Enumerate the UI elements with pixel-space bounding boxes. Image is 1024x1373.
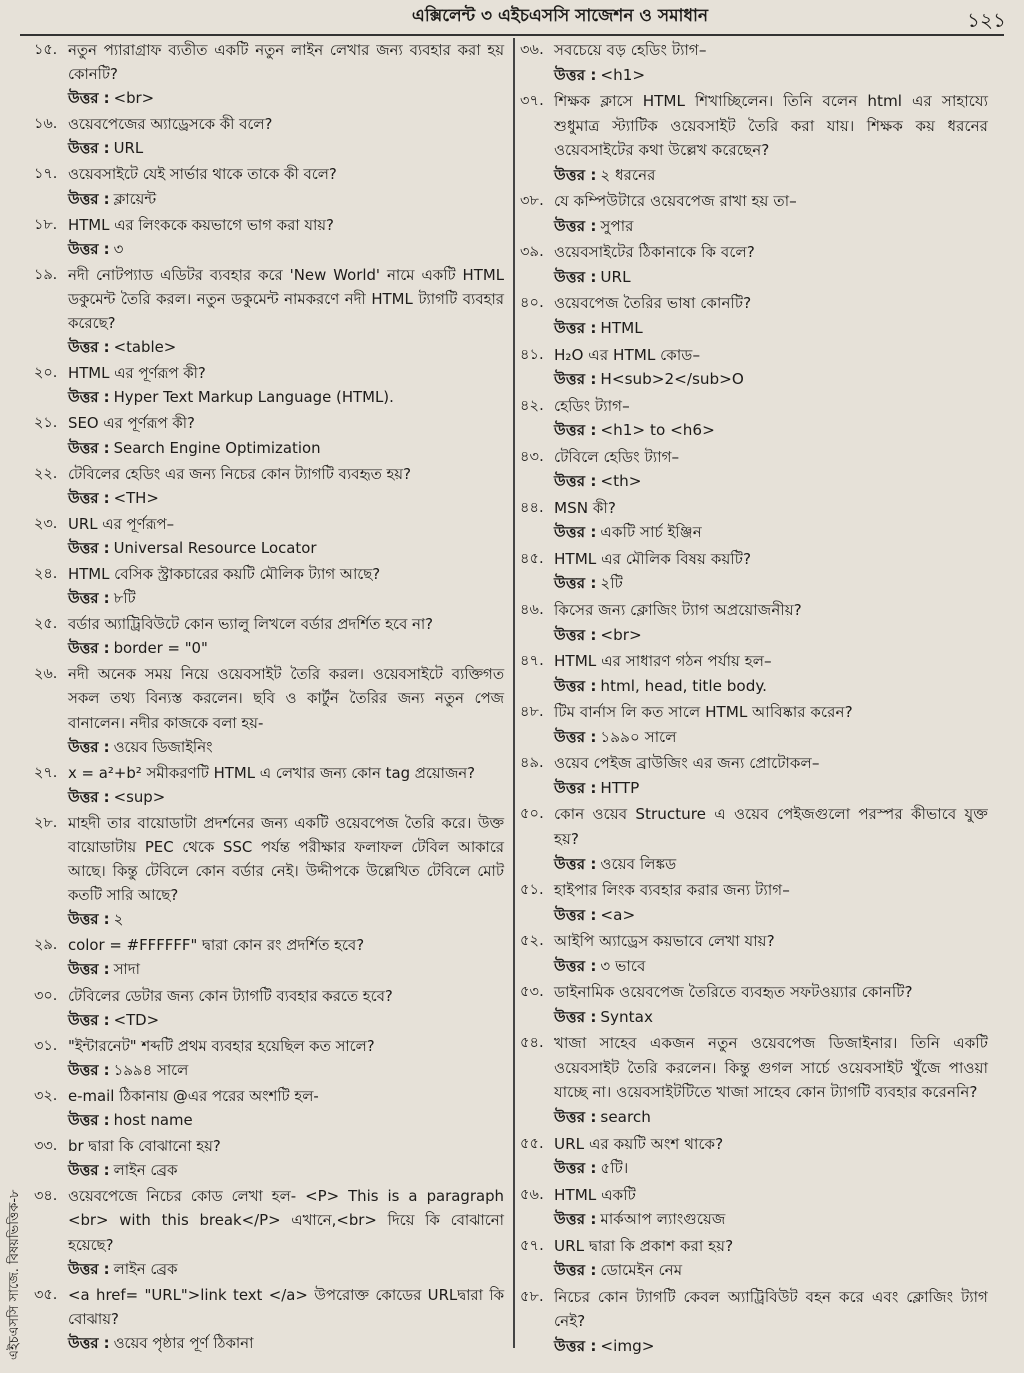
answer-text: <TD>	[113, 1010, 160, 1029]
question-number: ৫১.	[520, 881, 544, 899]
question-number: ৫২.	[520, 932, 544, 950]
question-text: HTML একটি	[554, 1185, 636, 1204]
question-item	[520, 929, 988, 978]
answer-label: উত্তর :	[554, 778, 597, 797]
question-text: টেবিলে হেডিং ট্যাগ–	[554, 447, 680, 466]
answer-text: ৩	[113, 239, 124, 258]
question-text: ওয়েবসাইটে যেই সার্ভার থাকে তাকে কী বলে?	[68, 165, 337, 184]
question-number: ৫৭.	[520, 1236, 544, 1254]
question-number: ৩৫.	[34, 1286, 58, 1303]
question-number: ১৯.	[34, 266, 58, 283]
answer-text: ওয়েব লিঙ্কড	[600, 854, 677, 873]
answer-line	[554, 367, 988, 392]
question-number: ৪৩.	[520, 447, 544, 465]
question-text: MSN কী?	[554, 498, 616, 517]
answer-line	[554, 1334, 988, 1359]
question-text: HTML বেসিক স্ট্রাকচারের কয়টি মৌলিক ট্যাগ আছে?	[68, 564, 381, 583]
answer-label: উত্তর :	[68, 1010, 110, 1029]
answer-line	[554, 1258, 988, 1283]
answer-label: উত্তর :	[554, 1261, 597, 1280]
question-number: ৫৫.	[520, 1134, 544, 1152]
answer-label: উত্তর :	[68, 1060, 110, 1079]
answer-label: উত্তর :	[554, 319, 597, 338]
question-item	[34, 612, 504, 660]
answer-label: উত্তর :	[554, 1159, 597, 1178]
question-item	[34, 112, 504, 160]
answer-text: ৩ ভাবে	[600, 956, 646, 975]
answer-line	[68, 1058, 504, 1082]
answer-label: উত্তর :	[554, 165, 597, 184]
answer-line	[68, 187, 504, 211]
question-number: ২২.	[34, 465, 58, 482]
question-item	[520, 189, 988, 238]
question-item	[520, 394, 988, 443]
question-text: টেবিলের ডেটার জন্য কোন ট্যাগটি ব্যবহার করতে হবে?	[68, 986, 393, 1005]
question-text: URL দ্বারা কি প্রকাশ করা হয়?	[554, 1236, 734, 1255]
question-number: ৩৮.	[520, 192, 544, 210]
question-text: হাইপার লিংক ব্যবহার করার জন্য ট্যাগ–	[554, 881, 790, 900]
answer-text: <br>	[600, 625, 642, 644]
question-text: নদী নোটপ্যাড এডিটর ব্যবহার করে 'New World' নামে একটি HTML ডকুমেন্ট তৈরি করল। নতুন ডকুমেন্ট নামকরণে নদী HTML ট্যাগটি ব্যবহার করেছে?	[68, 265, 504, 333]
answer-label: উত্তর :	[554, 421, 597, 440]
column-divider	[513, 38, 515, 1348]
question-text: <a href= "URL">link text </a> উপরোক্ত কোডের URLদ্বারা কি বোঝায়?	[68, 1285, 504, 1328]
answer-line	[68, 536, 504, 560]
answer-text: সাদা	[113, 960, 140, 979]
question-number: ৪৮.	[520, 703, 544, 721]
question-number: ৪৯.	[520, 754, 544, 772]
answer-label: উত্তর :	[68, 910, 110, 929]
answer-text: HTTP	[600, 778, 640, 797]
answer-line	[554, 1005, 988, 1030]
question-item	[520, 802, 988, 876]
question-number: ৪০.	[520, 294, 544, 312]
answer-text: ২	[113, 910, 124, 929]
question-item	[34, 1034, 504, 1082]
answer-line	[68, 136, 504, 160]
question-item	[34, 361, 504, 409]
question-item	[34, 811, 504, 931]
answer-text: Search Engine Optimization	[113, 438, 321, 457]
answer-text: <br>	[113, 89, 155, 108]
question-item	[520, 89, 988, 187]
question-item	[520, 751, 988, 800]
answer-label: উত্তর :	[554, 1007, 597, 1026]
question-number: ১৭.	[34, 166, 58, 183]
answer-label: উত্তর :	[554, 472, 597, 491]
answer-line	[68, 957, 504, 981]
question-text: আইপি অ্যাড্রেস কয়ভাবে লেখা যায়?	[554, 932, 775, 951]
question-item	[34, 512, 504, 560]
left-column	[34, 38, 504, 1357]
answer-label: উত্তর :	[68, 189, 110, 208]
question-item	[520, 496, 988, 545]
answer-label: উত্তর :	[554, 574, 597, 593]
question-number: ১৬.	[34, 116, 58, 133]
answer-label: উত্তর :	[68, 787, 110, 806]
answer-text: মার্কআপ ল্যাংগুয়েজ	[600, 1210, 726, 1229]
question-number: ৩৪.	[34, 1188, 58, 1205]
answer-text: ৮টি	[113, 589, 136, 608]
answer-text: লাইন ব্রেক	[113, 1161, 178, 1180]
answer-text: Hyper Text Markup Language (HTML).	[113, 388, 394, 407]
answer-text: Syntax	[600, 1007, 653, 1026]
answer-line	[554, 469, 988, 494]
answer-line	[554, 623, 988, 648]
answer-line	[68, 1257, 504, 1281]
question-text: ওয়েবপেজে নিচের কোড লেখা হল- <P> This is a paragraph <br> with this break</P> এখানে,<br> দিয়ে কি বোঝানো হয়েছে?	[68, 1187, 504, 1254]
question-text: ওয়েবপেজের অ্যাড্রেসকে কী বলে?	[68, 115, 273, 134]
question-text: বর্ডার অ্যাট্রিবিউটে কোন ভ্যালু লিখলে বর্ডার প্রদর্শিত হবে না?	[68, 615, 434, 634]
question-text: খাজা সাহেব একজন নতুন ওয়েবপেজ ডিজাইনার। তিনি একটি ওয়েবসাইট তৈরি করলেন। কিন্তু গুগল সার্চে ওয়েবসাইট খুঁজে পাওয়া যাচ্ছে না। ওয়েবসাইটটিতে খাজা সাহেব কোন ট্যাগটি ব্যবহার করেননি?	[554, 1034, 988, 1102]
question-text: HTML এর পূর্ণরূপ কী?	[68, 364, 206, 383]
answer-text: URL	[113, 139, 144, 158]
answer-text: ডোমেইন নেম	[600, 1261, 683, 1280]
question-item	[34, 462, 504, 510]
answer-line	[68, 237, 504, 261]
question-text: ওয়েব পেইজ ব্রাউজিং এর জন্য প্রোটোকল–	[554, 754, 820, 773]
question-number: ৩২.	[34, 1087, 58, 1104]
answer-label: উত্তর :	[68, 639, 110, 658]
question-number: ৩০.	[34, 987, 58, 1004]
question-text: টিম বার্নাস লি কত সালে HTML আবিষ্কার করেন?	[554, 703, 853, 722]
answer-label: উত্তর :	[554, 1336, 597, 1355]
question-text: নদী অনেক সময় নিয়ে ওয়েবসাইট তৈরি করল। ওয়েবসাইটে ব্যক্তিগত সকল তথ্য বিন্যস্ত করলেন। ছবি ও কার্টুন তৈরির জন্য নতুন পেজ বানালেন। নদীর কাজকে বলা হয়-	[68, 665, 504, 732]
question-item	[520, 1031, 988, 1129]
answer-line	[554, 725, 988, 750]
question-text: HTML এর মৌলিক বিষয় কয়টি?	[554, 549, 752, 568]
answer-label: উত্তর :	[68, 488, 110, 507]
answer-text: <TH>	[113, 488, 159, 507]
answer-text: URL	[600, 267, 631, 286]
answer-text: <sup>	[113, 787, 166, 806]
question-number: ৪৬.	[520, 601, 544, 619]
question-item	[520, 291, 988, 340]
answer-line	[68, 785, 504, 809]
answer-label: উত্তর :	[68, 139, 110, 158]
answer-line	[68, 385, 504, 409]
question-text: e-mail ঠিকানায় @এর পরের অংশটি হল-	[68, 1086, 319, 1105]
answer-text: H<sub>2</sub>O	[600, 370, 744, 389]
question-number: ২০.	[34, 365, 58, 382]
page-number: ১২১	[967, 8, 1006, 32]
answer-line	[68, 335, 504, 359]
question-item	[520, 38, 988, 87]
answer-label: উত্তর :	[68, 1333, 110, 1352]
question-text: কিসের জন্য ক্লোজিং ট্যাগ অপ্রয়োজনীয়?	[554, 601, 802, 620]
question-number: ২৫.	[34, 616, 58, 633]
answer-text: <h1>	[600, 65, 646, 84]
question-text: "ইন্টারনেট" শব্দটি প্রথম ব্যবহার হয়েছিল কত সালে?	[68, 1036, 375, 1055]
question-text: ওয়েবসাইটের ঠিকানাকে কি বলে?	[554, 243, 755, 262]
question-item	[34, 213, 504, 261]
answer-label: উত্তর :	[68, 960, 110, 979]
answer-text: ১৯৯০ সালে	[600, 727, 677, 746]
answer-text: HTML	[600, 319, 643, 338]
answer-text: html, head, title body.	[600, 676, 767, 695]
answer-label: উত্তর :	[554, 854, 597, 873]
question-text: মাহদী তার বায়োডাটা প্রদর্শনের জন্য একটি ওয়েবপেজ তৈরি করে। উক্ত বায়োডাটায় PEC থেকে SSC পর্যন্ত পরীক্ষার ফলাফল টেবিল আকারে আছে। কিন্তু টেবিলে কোন বর্ডার নেই। উদ্দীপকে উল্লেখিত টেবিলে মোট কতটি সারি আছে?	[68, 813, 504, 905]
question-item	[520, 547, 988, 596]
answer-line	[68, 1158, 504, 1182]
question-number: ২৭.	[34, 764, 58, 781]
answer-text: ক্লায়েন্ট	[113, 189, 157, 208]
answer-label: উত্তর :	[554, 905, 597, 924]
question-text: সবচেয়ে বড় হেডিং ট্যাগ–	[554, 41, 707, 59]
question-item	[520, 878, 988, 927]
question-item	[520, 980, 988, 1029]
question-item	[34, 162, 504, 210]
question-item	[34, 562, 504, 610]
question-text: নতুন প্যারাগ্রাফ ব্যতীত একটি নতুন লাইন লেখার জন্য ব্যবহার করা হয় কোনটি?	[68, 41, 504, 84]
answer-line	[554, 1156, 988, 1181]
question-item	[34, 38, 504, 110]
question-text: URL এর কয়টি অংশ থাকে?	[554, 1134, 724, 1153]
answer-line	[68, 436, 504, 460]
question-number: ৪৫.	[520, 549, 544, 567]
question-item	[34, 1283, 504, 1355]
question-number: ৪২.	[520, 396, 544, 414]
question-text: নিচের কোন ট্যাগটি কেবল অ্যাট্রিবিউট বহন করে এবং ক্লোজিং ট্যাগ নেই?	[554, 1287, 988, 1331]
question-item	[34, 1134, 504, 1182]
question-item	[34, 662, 504, 758]
answer-line	[554, 1207, 988, 1232]
question-number: ২৮.	[34, 814, 58, 831]
question-text: color = #FFFFFF" দ্বারা কোন রং প্রদর্শিত হবে?	[68, 936, 365, 955]
answer-label: উত্তর :	[554, 676, 597, 695]
question-number: ৫৩.	[520, 983, 544, 1001]
answer-line	[554, 776, 988, 801]
page-header: এক্সিলেন্ট ৩ এইচএসসি সাজেশন ও সমাধান	[411, 6, 709, 26]
question-number: ১৮.	[34, 216, 58, 233]
answer-label: উত্তর :	[554, 727, 597, 746]
question-number: ৫৬.	[520, 1185, 544, 1203]
answer-line	[68, 735, 504, 759]
question-text: H₂O এর HTML কোড–	[554, 345, 701, 364]
answer-text: ২টি	[600, 574, 623, 593]
question-text: SEO এর পূর্ণরূপ কী?	[68, 414, 195, 433]
answer-text: ওয়েব পৃষ্ঠার পূর্ণ ঠিকানা	[113, 1333, 254, 1352]
question-text: ডাইনামিক ওয়েবপেজ তৈরিতে ব্যবহৃত সফটওয়্যার কোনটি?	[554, 983, 913, 1002]
answer-line	[68, 86, 504, 110]
header-rule	[20, 34, 1004, 36]
answer-line	[68, 1108, 504, 1132]
question-item	[520, 445, 988, 494]
answer-label: উত্তর :	[68, 737, 110, 756]
right-column	[520, 38, 988, 1360]
answer-text: <a>	[600, 905, 636, 924]
answer-label: উত্তর :	[554, 267, 597, 286]
answer-text: <h1> to <h6>	[600, 421, 715, 440]
answer-line	[554, 265, 988, 290]
answer-text: Universal Resource Locator	[113, 538, 317, 557]
question-number: ৩৯.	[520, 243, 544, 261]
question-text: HTML এর লিংককে কয়ভাগে ভাগ করা যায়?	[68, 215, 334, 234]
answer-text: <img>	[600, 1336, 655, 1355]
answer-label: উত্তর :	[68, 538, 110, 557]
answer-label: উত্তর :	[554, 956, 597, 975]
question-item	[34, 411, 504, 459]
answer-line	[554, 1105, 988, 1130]
question-item	[520, 1132, 988, 1181]
answer-line	[554, 674, 988, 699]
answer-text: ১৯৯৪ সালে	[113, 1060, 189, 1079]
question-item	[520, 598, 988, 647]
answer-label: উত্তর :	[68, 89, 110, 108]
answer-line	[68, 907, 504, 931]
question-item	[520, 240, 988, 289]
answer-text: ওয়েব ডিজাইনিং	[113, 737, 213, 756]
answer-label: উত্তর :	[68, 589, 110, 608]
answer-text: ৫টি।	[600, 1159, 629, 1178]
side-label: এইচএসসি সাজে. বিষয়ভিত্তিক-৮	[7, 1189, 22, 1360]
answer-line	[68, 1008, 504, 1032]
question-item	[34, 263, 504, 359]
answer-label: উত্তর :	[554, 1107, 597, 1126]
answer-text: search	[600, 1107, 651, 1126]
answer-text: border = "0"	[113, 639, 208, 658]
question-number: ২৬.	[34, 666, 58, 683]
question-number: ৪৭.	[520, 652, 544, 670]
answer-text: <table>	[113, 338, 177, 357]
question-item	[34, 761, 504, 809]
question-number: ২১.	[34, 415, 58, 432]
answer-line	[68, 636, 504, 660]
question-text: যে কম্পিউটারে ওয়েবপেজ রাখা হয় তা–	[554, 192, 797, 211]
question-item	[34, 1084, 504, 1132]
answer-line	[554, 316, 988, 341]
question-number: ২৯.	[34, 937, 58, 954]
question-number: ৩৩.	[34, 1138, 58, 1155]
question-number: ৩১.	[34, 1037, 58, 1054]
question-number: ৩৬.	[520, 41, 544, 58]
question-number: ৫৮.	[520, 1287, 544, 1305]
answer-line	[68, 586, 504, 610]
answer-label: উত্তর :	[68, 1259, 110, 1278]
answer-line	[554, 852, 988, 877]
question-text: টেবিলের হেডিং এর জন্য নিচের কোন ট্যাগটি ব্যবহৃত হয়?	[68, 464, 411, 483]
answer-line	[554, 418, 988, 443]
answer-line	[554, 903, 988, 928]
answer-label: উত্তর :	[68, 239, 110, 258]
answer-text: host name	[113, 1111, 193, 1130]
question-text: হেডিং ট্যাগ–	[554, 396, 630, 415]
question-item	[520, 1234, 988, 1283]
question-number: ৩৭.	[520, 92, 544, 110]
question-text: URL এর পূর্ণরূপ–	[68, 514, 175, 533]
question-text: ওয়েবপেজ তৈরির ভাষা কোনটি?	[554, 294, 752, 313]
answer-line	[554, 571, 988, 596]
answer-label: উত্তর :	[68, 338, 110, 357]
answer-label: উত্তর :	[554, 1210, 597, 1229]
question-item	[34, 1184, 504, 1280]
question-number: ৫০.	[520, 805, 544, 823]
question-text: কোন ওয়েব Structure এ ওয়েব পেইজগুলো পরস্পর কীভাবে যুক্ত হয়?	[554, 805, 988, 848]
question-number: ২৩.	[34, 515, 58, 532]
answer-label: উত্তর :	[68, 1111, 110, 1130]
question-item	[520, 343, 988, 392]
question-number: ৪৪.	[520, 498, 544, 516]
question-number: ১৫.	[34, 42, 58, 58]
question-item	[520, 1285, 988, 1359]
answer-line	[68, 1331, 504, 1355]
answer-text: লাইন ব্রেক	[113, 1259, 178, 1278]
answer-label: উত্তর :	[554, 625, 597, 644]
answer-line	[554, 163, 988, 188]
question-number: ৪১.	[520, 345, 544, 363]
answer-label: উত্তর :	[68, 388, 110, 407]
answer-line	[68, 486, 504, 510]
question-item	[34, 984, 504, 1032]
answer-label: উত্তর :	[68, 1161, 110, 1180]
question-text: x = a²+b² সমীকরণটি HTML এ লেখার জন্য কোন tag প্রয়োজন?	[68, 763, 476, 782]
answer-line	[554, 954, 988, 979]
question-item	[34, 933, 504, 981]
answer-line	[554, 63, 988, 88]
answer-label: উত্তর :	[554, 370, 597, 389]
answer-line	[554, 520, 988, 545]
answer-line	[554, 214, 988, 239]
answer-label: উত্তর :	[68, 438, 110, 457]
answer-label: উত্তর :	[554, 523, 597, 542]
answer-text: ২ ধরনের	[600, 165, 656, 184]
question-item	[520, 1183, 988, 1232]
question-number: ৫৪.	[520, 1034, 544, 1052]
answer-text: সুপার	[600, 216, 634, 235]
answer-text: <th>	[600, 472, 642, 491]
question-item	[520, 649, 988, 698]
answer-label: উত্তর :	[554, 65, 597, 84]
question-text: HTML এর সাধারণ গঠন পর্যায় হল–	[554, 652, 772, 671]
answer-text: একটি সার্চ ইঞ্জিন	[600, 523, 702, 542]
question-number: ২৪.	[34, 565, 58, 582]
question-item	[520, 700, 988, 749]
question-text: br দ্বারা কি বোঝানো হয়?	[68, 1137, 221, 1156]
question-text: শিক্ষক ক্লাসে HTML শিখাচ্ছিলেন। তিনি বলেন html এর সাহায্যে শুধুমাত্র স্ট্যাটিক ওয়েবসাইট তৈরি করা যায়। শিক্ষক কয় ধরনের ওয়েবসাইটের কথা উল্লেখ করেছেন?	[554, 92, 988, 160]
answer-label: উত্তর :	[554, 216, 597, 235]
